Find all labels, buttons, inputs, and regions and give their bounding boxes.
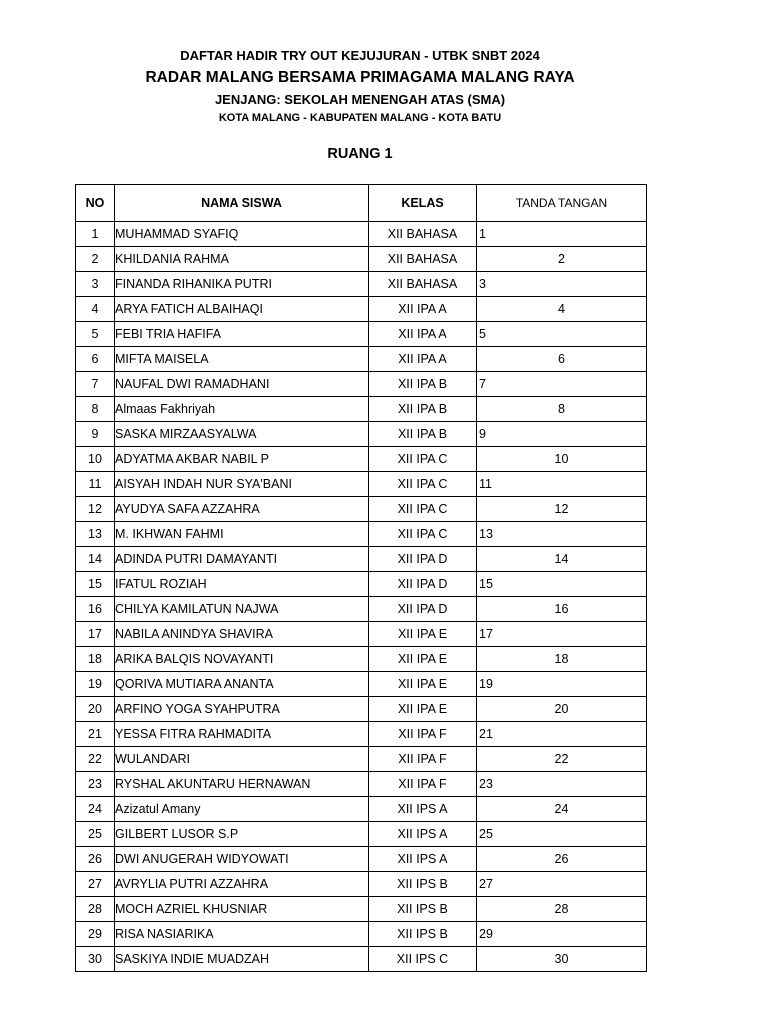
table-row [76,797,647,822]
room-title: RUANG 1 [327,146,393,162]
signature-cell: 14 [477,547,647,572]
table-row [76,347,647,372]
table-row [76,422,647,447]
document-title: DAFTAR HADIR TRY OUT KEJUJURAN - UTBK SNBT 2024 [180,48,540,63]
student-name: AYUDYA SAFA AZZAHRA [115,497,369,522]
student-name: ARYA FATICH ALBAIHAQI [115,297,369,322]
signature-cell: 26 [477,847,647,872]
column-header-class: KELAS [369,185,477,222]
row-number: 10 [76,447,115,472]
table-row [76,397,647,422]
student-name: RISA NASIARIKA [115,922,369,947]
table-row [76,572,647,597]
row-number: 1 [76,222,115,247]
student-name: MOCH AZRIEL KHUSNIAR [115,897,369,922]
row-number: 8 [76,397,115,422]
row-number: 14 [76,547,115,572]
student-class: XII IPA C [369,522,477,547]
table-row [76,447,647,472]
signature-cell: 11 [477,472,647,497]
column-header-no: NO [76,185,115,222]
student-name: FINANDA RIHANIKA PUTRI [115,272,369,297]
table-row [76,772,647,797]
student-name: CHILYA KAMILATUN NAJWA [115,597,369,622]
student-class: XII BAHASA [369,272,477,297]
row-number: 28 [76,897,115,922]
table-row [76,247,647,272]
row-number: 13 [76,522,115,547]
student-class: XII IPA F [369,747,477,772]
row-number: 26 [76,847,115,872]
row-number: 30 [76,947,115,972]
column-header-name: NAMA SISWA [115,185,369,222]
student-name: AISYAH INDAH NUR SYA'BANI [115,472,369,497]
row-number: 6 [76,347,115,372]
student-class: XII IPA A [369,347,477,372]
level-subtitle: JENJANG: SEKOLAH MENENGAH ATAS (SMA) [214,92,506,107]
student-name: MIFTA MAISELA [115,347,369,372]
signature-cell: 29 [477,922,647,947]
student-class: XII IPS C [369,947,477,972]
row-number: 17 [76,622,115,647]
row-number: 5 [76,322,115,347]
signature-cell: 7 [477,372,647,397]
student-class: XII IPS A [369,822,477,847]
table-row [76,647,647,672]
signature-cell: 30 [477,947,647,972]
table-row [76,272,647,297]
row-number: 19 [76,672,115,697]
table-row [76,722,647,747]
table-row [76,847,647,872]
signature-cell: 8 [477,397,647,422]
signature-cell: 15 [477,572,647,597]
row-number: 7 [76,372,115,397]
row-number: 20 [76,697,115,722]
row-number: 3 [76,272,115,297]
student-class: XII BAHASA [369,247,477,272]
signature-cell: 5 [477,322,647,347]
table-row [76,922,647,947]
student-class: XII IPA D [369,547,477,572]
row-number: 16 [76,597,115,622]
student-class: XII IPA E [369,622,477,647]
student-name: M. IKHWAN FAHMI [115,522,369,547]
organizer-title: RADAR MALANG BERSAMA PRIMAGAMA MALANG RAYA [145,69,575,86]
row-number: 2 [76,247,115,272]
student-class: XII IPS A [369,847,477,872]
signature-cell: 20 [477,697,647,722]
table-row [76,947,647,972]
table-row [76,297,647,322]
signature-cell: 9 [477,422,647,447]
table-row [76,622,647,647]
student-name: SASKA MIRZAASYALWA [115,422,369,447]
student-class: XII IPA B [369,422,477,447]
student-class: XII IPA B [369,397,477,422]
student-name: FEBI TRIA HAFIFA [115,322,369,347]
signature-cell: 22 [477,747,647,772]
table-row [76,547,647,572]
row-number: 22 [76,747,115,772]
student-class: XII IPA C [369,472,477,497]
student-name: ADYATMA AKBAR NABIL P [115,447,369,472]
table-row [76,697,647,722]
signature-cell: 10 [477,447,647,472]
table-row [76,522,647,547]
signature-cell: 27 [477,872,647,897]
student-name: Almaas Fakhriyah [115,397,369,422]
student-class: XII IPA A [369,297,477,322]
attendance-table [75,184,647,972]
student-class: XII IPA D [369,597,477,622]
table-row [76,322,647,347]
signature-cell: 23 [477,772,647,797]
row-number: 21 [76,722,115,747]
student-name: WULANDARI [115,747,369,772]
student-name: ARFINO YOGA SYAHPUTRA [115,697,369,722]
student-name: ARIKA BALQIS NOVAYANTI [115,647,369,672]
region-subtitle: KOTA MALANG - KABUPATEN MALANG - KOTA BATU [218,112,502,124]
row-number: 25 [76,822,115,847]
student-name: NAUFAL DWI RAMADHANI [115,372,369,397]
row-number: 18 [76,647,115,672]
signature-cell: 4 [477,297,647,322]
row-number: 23 [76,772,115,797]
student-class: XII IPS A [369,797,477,822]
student-class: XII IPA A [369,322,477,347]
student-name: ADINDA PUTRI DAMAYANTI [115,547,369,572]
signature-cell: 18 [477,647,647,672]
row-number: 4 [76,297,115,322]
column-header-signature: TANDA TANGAN [477,185,647,222]
table-row [76,897,647,922]
row-number: 11 [76,472,115,497]
student-name: KHILDANIA RAHMA [115,247,369,272]
student-name: RYSHAL AKUNTARU HERNAWAN [115,772,369,797]
student-class: XII BAHASA [369,222,477,247]
student-name: IFATUL ROZIAH [115,572,369,597]
table-row [76,872,647,897]
student-name: SASKIYA INDIE MUADZAH [115,947,369,972]
student-class: XII IPA E [369,672,477,697]
row-number: 15 [76,572,115,597]
student-name: AVRYLIA PUTRI AZZAHRA [115,872,369,897]
student-class: XII IPA B [369,372,477,397]
student-name: GILBERT LUSOR S.P [115,822,369,847]
table-row [76,372,647,397]
signature-cell: 16 [477,597,647,622]
signature-cell: 2 [477,247,647,272]
signature-cell: 3 [477,272,647,297]
signature-cell: 21 [477,722,647,747]
student-name: QORIVA MUTIARA ANANTA [115,672,369,697]
student-name: YESSA FITRA RAHMADITA [115,722,369,747]
table-row [76,822,647,847]
row-number: 12 [76,497,115,522]
row-number: 27 [76,872,115,897]
row-number: 29 [76,922,115,947]
row-number: 24 [76,797,115,822]
signature-cell: 17 [477,622,647,647]
student-name: NABILA ANINDYA SHAVIRA [115,622,369,647]
student-class: XII IPA C [369,497,477,522]
student-class: XII IPA E [369,647,477,672]
signature-cell: 28 [477,897,647,922]
table-row [76,222,647,247]
student-name: DWI ANUGERAH WIDYOWATI [115,847,369,872]
student-class: XII IPS B [369,872,477,897]
signature-cell: 13 [477,522,647,547]
table-header-row [76,185,647,222]
signature-cell: 12 [477,497,647,522]
student-class: XII IPS B [369,897,477,922]
table-row [76,597,647,622]
student-class: XII IPA F [369,772,477,797]
row-number: 9 [76,422,115,447]
student-class: XII IPA F [369,722,477,747]
signature-cell: 6 [477,347,647,372]
table-row [76,747,647,772]
signature-cell: 1 [477,222,647,247]
student-class: XII IPS B [369,922,477,947]
table-row [76,672,647,697]
student-class: XII IPA D [369,572,477,597]
student-name: MUHAMMAD SYAFIQ [115,222,369,247]
signature-cell: 19 [477,672,647,697]
table-body [76,222,647,972]
signature-cell: 25 [477,822,647,847]
student-name: Azizatul Amany [115,797,369,822]
table-row [76,497,647,522]
student-class: XII IPA C [369,447,477,472]
table-row [76,472,647,497]
student-class: XII IPA E [369,697,477,722]
signature-cell: 24 [477,797,647,822]
